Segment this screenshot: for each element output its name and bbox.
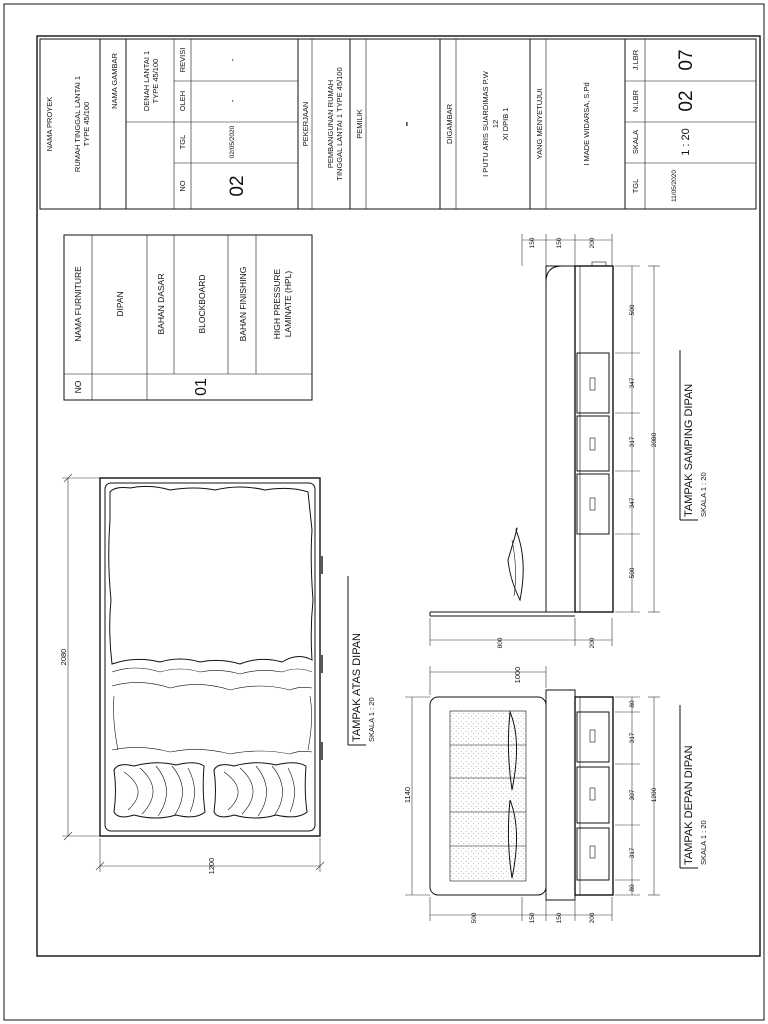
tgl-label: TGL [178,134,187,150]
table-bahan-finishing-label: BAHAN FINISHING [238,266,248,342]
side-dim-bot-4: 347 [629,497,636,509]
side-drawer-3 [577,474,609,534]
digambar-label: DIGAMBAR [445,103,454,145]
side-dim-bot-1: 500 [629,304,636,316]
front-dim-bot-4: 317 [629,847,636,859]
front-dim-h-1: 500 [471,912,478,924]
table-bahan-finishing-line2: LAMINATE (HPL) [283,270,293,338]
side-view-bed [430,234,708,648]
top-view-scale: SKALA 1 : 20 [367,697,376,742]
table-bahan-dasar-value: BLOCKBOARD [197,274,207,334]
nama-proyek-label: NAMA PROYEK [45,96,54,152]
nama-gambar-line1: DENAH LANTAI 1 [142,50,151,112]
oleh-value: - [227,99,237,103]
footer-nlbr-label: N.LBR [631,89,640,113]
table-no-label: NO [73,380,83,394]
front-dim-bot-3: 307 [629,789,636,801]
side-dim-top-1: 150 [529,237,536,249]
front-dim-bot-1: 80 [629,700,636,708]
digambar-line1: I PUTU ARIS SUARDIMAS P.W [481,71,490,177]
digambar-line2: 12 [491,119,500,129]
pemilik-value: - [398,121,415,127]
front-drawer-1 [577,712,609,762]
pekerjaan-line1: PEMBANGUNAN RUMAH [326,79,335,169]
side-dim-top-3: 200 [589,237,596,249]
nama-proyek-line2: TYPE 45/100 [82,101,91,147]
top-view-width-dim: 1200 [207,857,216,875]
footer-jlbr-value: 07 [676,49,697,71]
revisi-label: REVISI [178,47,187,73]
front-dim-bot-5: 80 [629,884,636,892]
side-dim-bot-2: 347 [629,377,636,389]
menyetujui-value: I MADE WIDARSA, S.Pd [582,82,591,166]
table-bahan-dasar-label: BAHAN DASAR [156,273,166,335]
front-view-title: TAMPAK DEPAN DIPAN [683,745,695,865]
menyetujui-label: YANG MENYETUJUI [535,88,544,160]
side-drawer-2 [577,416,609,471]
nama-proyek-line1: RUMAH TINGGAL LANTAI 1 [73,75,82,173]
footer-tgl-label: TGL [631,178,640,194]
pekerjaan-line2: TINGGAL LANTAI 1 TYPE 45/100 [335,67,344,181]
front-dim-h-4: 200 [589,912,596,924]
front-dim-h-3: 150 [556,912,563,924]
nama-gambar-label: NAMA GAMBAR [110,53,119,109]
top-view-bed [59,474,376,874]
pillow-left [114,763,205,818]
front-drawer-3 [577,828,609,880]
table-no-value: 01 [193,378,210,396]
no-value: 02 [227,175,248,197]
digambar-line3: XI DPIB 1 [501,107,510,141]
footer-nlbr-value: 02 [676,90,697,112]
side-dim-base-2: 200 [589,637,596,649]
inner-border [37,36,760,956]
front-dim-height: 1000 [513,666,522,684]
side-view-scale: SKALA 1 : 20 [699,472,708,517]
pillow-right [214,763,307,818]
no-label: NO [178,180,187,192]
top-view-length-dim: 2080 [59,648,68,666]
front-dim-bot-2: 317 [629,732,636,744]
furniture-table [64,235,312,400]
outer-border [4,4,764,1020]
front-view-bed [403,666,708,923]
revisi-value: - [227,58,237,62]
front-dim-h-2: 150 [529,912,536,924]
pekerjaan-label: PEKERJAAN [301,101,310,147]
front-dim-width: 1140 [403,786,412,804]
table-bahan-finishing-line1: HIGH PRESSURE [272,268,282,340]
footer-skala-label: SKALA [631,129,640,155]
footer-skala-value: 1 : 20 [680,128,692,156]
pemilik-label: PEMILIK [355,109,364,139]
front-view-scale: SKALA 1 : 20 [699,820,708,865]
title-block [40,39,756,209]
tgl-value: 02/05/2020 [229,125,236,159]
side-dim-top-2: 150 [556,237,563,249]
table-nama-furniture-value: DIPAN [115,291,125,317]
front-dim-total: 1200 [651,787,658,803]
side-dim-total: 2080 [651,432,658,448]
side-dim-bot-3: 317 [629,436,636,448]
side-view-title: TAMPAK SAMPING DIPAN [683,383,695,517]
top-view-title: TAMPAK ATAS DIPAN [351,632,363,742]
side-dim-bot-5: 500 [629,567,636,579]
table-nama-furniture-label: NAMA FURNITURE [73,266,83,342]
footer-jlbr-label: J.LBR [631,49,640,71]
side-dim-base-1: 800 [497,637,504,649]
oleh-label: OLEH [178,90,187,112]
side-drawer-1 [577,353,609,413]
front-drawer-2 [577,767,609,823]
footer-tgl-value: 11/05/2020 [671,169,678,203]
nama-gambar-line2: TYPE 45/100 [151,58,160,104]
